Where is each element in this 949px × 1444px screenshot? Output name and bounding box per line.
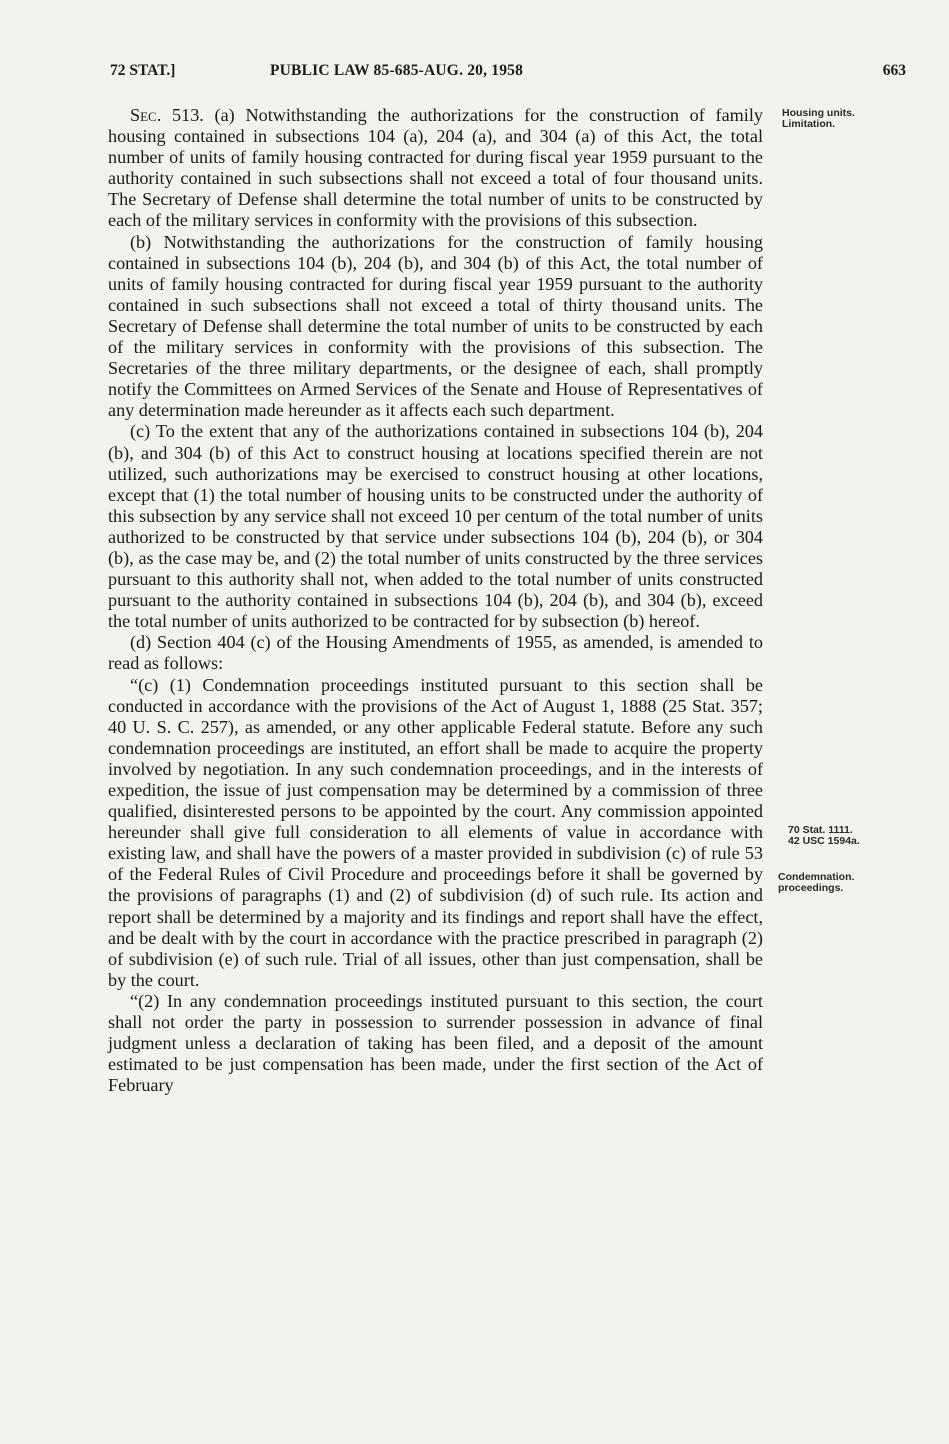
paragraph-sec-513-b: (b) Notwithstanding the authorizations for the construction of family housing contained in subsections 104 (b), 204 (b), and 304 (b) of this Act, the total number of units of family housing contracted for during fiscal year 1959 pursuant to the authority contained in such subsections shall not exceed a total of thirty thousand units. The Secretary of Defense shall determine the total number of units to be constructed by each of the military services in conformity with the provisions of this subsection. The Secretaries of the three military departments, or the designee of each, shall promptly notify the Committees on Armed Services of the Senate and House of Representatives of any determination made hereunder as it affects each such department.	[108, 231, 763, 421]
margin-note-line: proceedings.	[778, 882, 844, 894]
margin-note-line: 42 USC 1594a.	[788, 835, 860, 847]
paragraph-text: 513. (a) Notwithstanding the authorizations for the construction of family housing contained in subsections 104 (a), 204 (a), and 304 (a) of this Act, the total number of units of family housing contracted for during fiscal year 1959 pursuant to the authority contained in such subsections shall not exceed a total of four thousand units. The Secretary of Defense shall determine the total number of units to be constructed by each of the military services in conformity with the provisions of this subsection.	[108, 105, 763, 231]
header-statute-volume: 72 STAT.]	[110, 62, 176, 79]
paragraph-sec-513-d: (d) Section 404 (c) of the Housing Amendments of 1955, as amended, is amended to read as follows:	[108, 632, 763, 674]
margin-note-housing	[782, 108, 907, 130]
page-number: 663	[882, 62, 906, 79]
paragraph-404-c-2: “(2) In any condemnation proceedings instituted pursuant to this section, the court shall not order the party in possession to surrender possession in advance of final judgment unless a declaration of taking has been filed, and a deposit of the amount estimated to be just compensation has been made, under the first section of the Act of February	[108, 990, 763, 1096]
margin-note-line: Limitation.	[782, 118, 836, 130]
margin-note-line: 70 Stat. 1111.	[788, 824, 853, 836]
margin-note-statute-citation	[788, 825, 913, 847]
header-title: PUBLIC LAW 85-685-AUG. 20, 1958	[270, 62, 524, 79]
margin-note-condemnation	[778, 872, 903, 894]
margin-note-line: Condemnation.	[778, 871, 855, 883]
body-text	[108, 105, 763, 1096]
paragraph-sec-513-a	[108, 105, 763, 232]
section-label: Sec.	[130, 105, 162, 125]
paragraph-404-c-1: “(c) (1) Condemnation proceedings instituted pursuant to this section shall be conducted in accordance with the provisions of the Act of August 1, 1888 (25 Stat. 357; 40 U. S. C. 257), as amended, or any other applicable Federal statute. Before any such condemnation proceedings are instituted, an effort shall be made to acquire the property involved by negotiation. In any such condemnation proceedings, and in the interests of expedition, the issue of just compensation may be determined by a commission of three qualified, disinterested persons to be appointed by the court. Any commission appointed hereunder shall give full consideration to all elements of value in accordance with existing law, and shall have the powers of a master provided in subdivision (c) of rule 53 of the Federal Rules of Civil Procedure and proceedings before it shall be governed by the provisions of paragraphs (1) and (2) of subdivision (d) of such rule. Its action and report shall be determined by a majority and its findings and report shall have the effect, and be dealt with by the court in accordance with the practice prescribed in paragraph (2) of subdivision (e) of such rule. Trial of all issues, other than just compensation, shall be by the court.	[108, 674, 763, 990]
paragraph-sec-513-c: (c) To the extent that any of the authorizations contained in subsections 104 (b), 204 (b), and 304 (b) of this Act to construct housing at locations specified therein are not utilized, such authorizations may be exercised to construct housing at other locations, except that (1) the total number of housing units to be constructed under the authority of this subsection by any service shall not exceed 10 per centum of the total number of units authorized to be constructed by that service under subsections 104 (b), 204 (b), or 304 (b), as the case may be, and (2) the total number of units constructed by the three services pursuant to this authority shall not, when added to the total number of units constructed pursuant to the authority contained in subsections 104 (b), 204 (b), and 304 (b), exceed the total number of units authorized to be contracted for by subsection (b) hereof.	[108, 421, 763, 632]
margin-note-line: Housing units.	[782, 107, 855, 119]
page-header	[110, 62, 906, 86]
